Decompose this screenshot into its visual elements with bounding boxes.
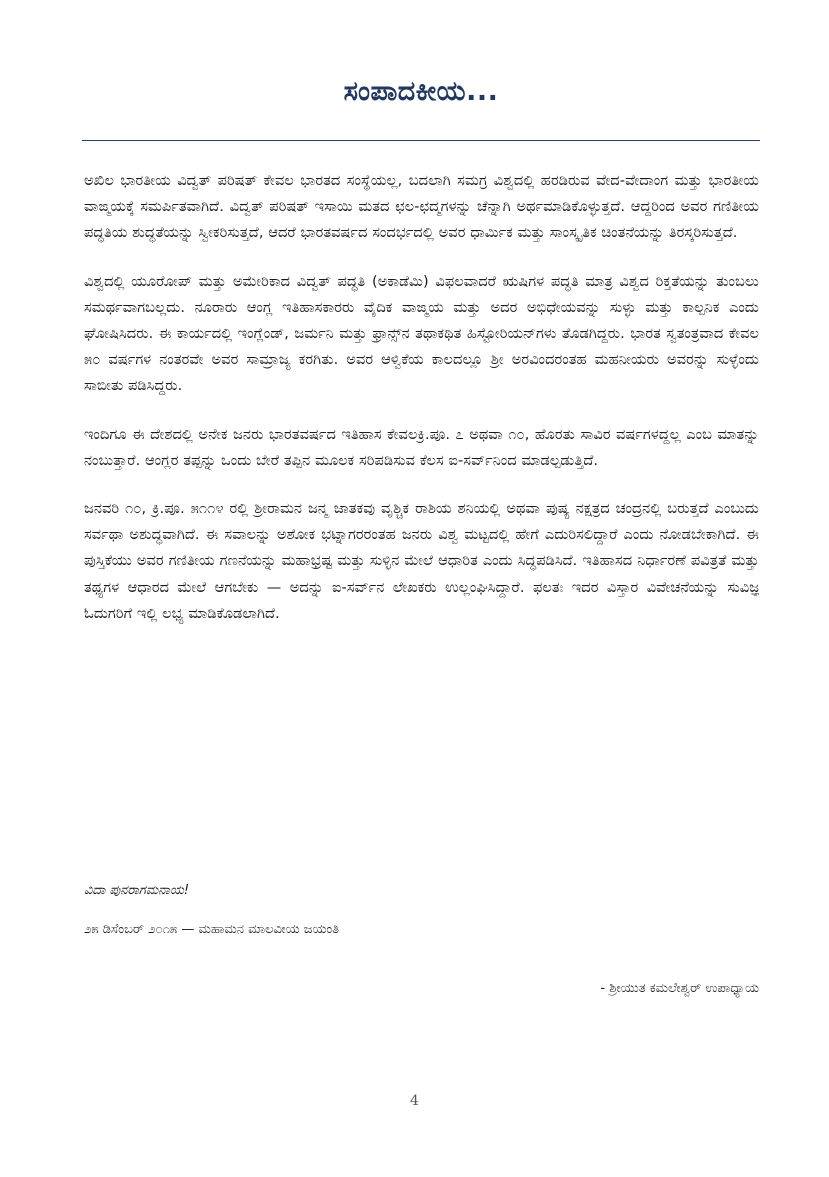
paragraph-4: ಜನವರಿ ೧೦, ಕ್ರಿ.ಪೂ. ೫೧೧೪ ರಲ್ಲಿ ಶ್ರೀರಾಮನ ಜನ್ಮ ಜಾತಕವು ವೃಶ್ಚಿಕ ರಾಶಿಯ ಶನಿಯಲ್ಲಿ ಅಥವಾ ಪುಷ್ಯ ನಕ್ಷತ್ರದ ಚಂದ್ರನಲ್ಲಿ ಬರುತ್ತದೆ ಎಂಬುದು ಸರ್ವಥಾ ಅಶುದ್ಧವಾಗಿದೆ. ಈ ಸವಾಲನ್ನು ಅಶೋಕ ಭಟ್ನಾಗರರಂತಹ ಜನರು ವಿಶ್ವ ಮಟ್ಟದಲ್ಲಿ ಹೇಗೆ ಎದುರಿಸಲಿದ್ದಾರೆ ಎಂದು ನೋಡಬೇಕಾಗಿದೆ. ಈ ಪುಸ್ತಿಕೆಯು ಅವರ ಗಣಿತೀಯ ಗಣನೆಯನ್ನು ಮಹಾಭ್ರಷ್ಟ ಮತ್ತು ಸುಳ್ಳಿನ ಮೇಲೆ ಆಧಾರಿತ ಎಂದು ಸಿದ್ಧಪಡಿಸಿದೆ. ಇತಿಹಾಸದ ನಿರ್ಧಾರಣೆ ಪವಿತ್ರತೆ ಮತ್ತು ತಥ್ಯಗಳ ಆಧಾರದ ಮೇಲೆ ಆಗಬೇಕು — ಅದನ್ನು ಐ-ಸರ್ವ್‌ನ ಲೇಖಕರು ಉಲ್ಲಂಘಿಸಿದ್ದಾರೆ. ಫಲತಃ ಇದರ ವಿಸ್ತಾರ ವಿವೇಚನೆಯನ್ನು ಸುವಿಜ್ಞ ಓದುಗರಿಗೆ ಇಲ್ಲಿ ಲಭ್ಯ ಮಾಡಿಕೊಡಲಾಗಿದೆ. — [84, 501, 759, 622]
editorial-body — [84, 168, 759, 649]
page-number: 4 — [410, 1093, 419, 1109]
dateline: ೨೫ ಡಿಸೆಂಬರ್ ೨೦೧೫ — ಮಹಾಮನ ಮಾಲವೀಯ ಜಯಂತಿ — [84, 922, 340, 937]
paragraph-2: ವಿಶ್ವದಲ್ಲಿ ಯೂರೋಪ್ ಮತ್ತು ಅಮೇರಿಕಾದ ವಿದ್ವತ್ ಪದ್ಧತಿ (ಅಕಾಡೆಮಿ) ವಿಫಲವಾದರೆ ಋಷಿಗಳ ಪದ್ಧತಿ ಮಾತ್ರ ವಿಶ್ವದ ರಿಕ್ತತೆಯನ್ನು ತುಂಬಲು ಸಮರ್ಥವಾಗಬಲ್ಲದು. ನೂರಾರು ಆಂಗ್ಲ ಇತಿಹಾಸಕಾರರು ವೈದಿಕ ವಾಙ್ಮಯ ಮತ್ತು ಅದರ ಅಭಿಧೇಯವನ್ನು ಸುಳ್ಳು ಮತ್ತು ಕಾಲ್ಪನಿಕ ಎಂದು ಘೋಷಿಸಿದರು. ಈ ಕಾರ್ಯದಲ್ಲಿ ಇಂಗ್ಲೆಂಡ್, ಜರ್ಮನಿ ಮತ್ತು ಫ್ರಾನ್ಸ್‌ನ ತಥಾಕಥಿತ ಹಿಸ್ಟೋರಿಯನ್‌ಗಳು ತೊಡಗಿದ್ದರು. ಭಾರತ ಸ್ವತಂತ್ರವಾದ ಕೇವಲ ೫೦ ವರ್ಷಗಳ ನಂತರವೇ ಅವರ ಸಾಮ್ರಾಜ್ಯ ಕರಗಿತು. ಅವರ ಆಳ್ವಿಕೆಯ ಕಾಲದಲ್ಲೂ ಶ್ರೀ ಅರವಿಂದರಂತಹ ಮಹನೀಯರು ಅವರನ್ನು ಸುಳ್ಳೆಂದು ಸಾಬೀತು ಪಡಿಸಿದ್ದರು. — [84, 273, 759, 395]
signoff: ವಿದಾ ಪುನರಾಗಮನಾಯ! — [84, 883, 190, 898]
author-signature: - ಶ್ರೀಯುತ ಕಮಲೇಶ್ವರ್ ಉಪಾಧ್ಯಾಯ — [600, 981, 759, 996]
page-title: ಸಂಪಾದಕೀಯ... — [343, 76, 499, 107]
paragraph-1: ಅಖಿಲ ಭಾರತೀಯ ವಿದ್ವತ್ ಪರಿಷತ್ ಕೇವಲ ಭಾರತದ ಸಂಸ್ಥೆಯಲ್ಲ, ಬದಲಾಗಿ ಸಮಗ್ರ ವಿಶ್ವದಲ್ಲಿ ಹರಡಿರುವ ವೇದ-ವೇದಾಂಗ ಮತ್ತು ಭಾರತೀಯ ವಾಙ್ಮಯಕ್ಕೆ ಸಮರ್ಪಿತವಾಗಿದೆ. ವಿದ್ವತ್ ಪರಿಷತ್ ಇಸಾಯಿ ಮತದ ಛಲ-ಛದ್ಮಗಳನ್ನು ಚೆನ್ನಾಗಿ ಅರ್ಥಮಾಡಿಕೊಳ್ಳುತ್ತದೆ. ಆದ್ದರಿಂದ ಅವರ ಗಣಿತೀಯ ಪದ್ಧತಿಯ ಶುದ್ಧತೆಯನ್ನು ಸ್ವೀಕರಿಸುತ್ತದೆ, ಆದರೆ ಭಾರತವರ್ಷದ ಸಂದರ್ಭದಲ್ಲಿ ಅವರ ಧಾರ್ಮಿಕ ಮತ್ತು ಸಾಂಸ್ಕೃತಿಕ ಚಿಂತನೆಯನ್ನು ತಿರಸ್ಕರಿಸುತ್ತದೆ. — [84, 173, 759, 242]
title-divider — [82, 140, 760, 141]
paragraph-3: ಇಂದಿಗೂ ಈ ದೇಶದಲ್ಲಿ ಅನೇಕ ಜನರು ಭಾರತವರ್ಷದ ಇತಿಹಾಸ ಕೇವಲಕ್ರಿ.ಪೂ. ೭ ಅಥವಾ ೧೦, ಹೊರತು ಸಾವಿರ ವರ್ಷಗಳದ್ದಲ್ಲ ಎಂಬ ಮಾತನ್ನು ನಂಬುತ್ತಾರೆ. ಆಂಗ್ಲರ ತಪ್ಪನ್ನು ಒಂದು ಬೇರೆ ತಪ್ಪಿನ ಮೂಲಕ ಸರಿಪಡಿಸುವ ಕೆಲಸ ಐ-ಸರ್ವ್‌ನಿಂದ ಮಾಡಲ್ಪಡುತ್ತಿದೆ. — [84, 426, 759, 469]
